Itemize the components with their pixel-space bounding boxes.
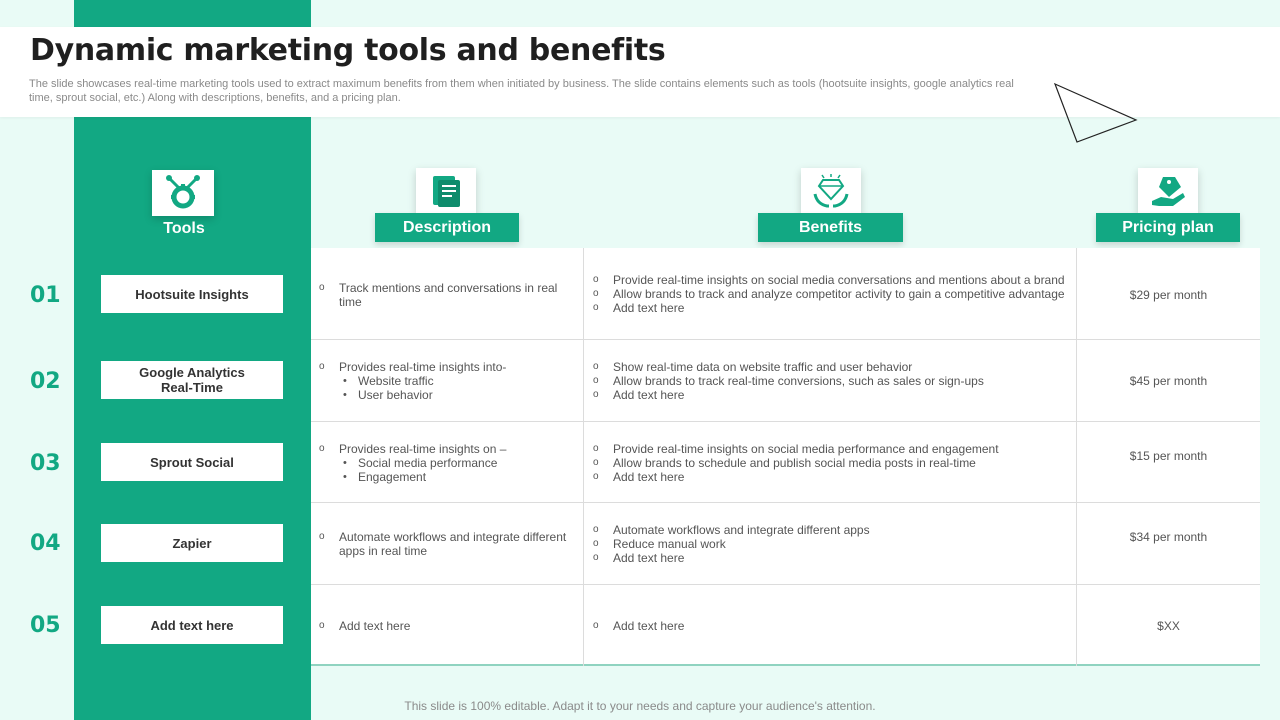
description-cell bbox=[319, 360, 569, 402]
row-number: 01 bbox=[30, 283, 61, 308]
benefits-cell bbox=[593, 619, 1073, 633]
price-cell: $15 per month bbox=[1129, 449, 1208, 463]
gear-wrench-icon bbox=[163, 173, 203, 213]
benefit-item: o Add text here bbox=[593, 551, 1073, 565]
triangle-decoration-icon bbox=[1052, 80, 1142, 146]
benefits-cell bbox=[593, 360, 1073, 402]
description-subitem: • User behavior bbox=[319, 388, 569, 402]
tool-name-box bbox=[101, 443, 283, 481]
row-number: 05 bbox=[30, 613, 61, 638]
benefit-item: o Provide real-time insights on social media conversations and mentions about a brand bbox=[593, 273, 1073, 287]
description-item: o Provides real-time insights into- bbox=[319, 360, 569, 374]
description-icon-box bbox=[416, 168, 476, 214]
description-cell bbox=[319, 619, 569, 633]
benefit-item: o Show real-time data on website traffic and user behavior bbox=[593, 360, 1073, 374]
benefits-cell bbox=[593, 273, 1073, 315]
benefits-cell bbox=[593, 523, 1073, 565]
page-title: Dynamic marketing tools and benefits bbox=[30, 33, 666, 68]
row-divider bbox=[311, 584, 1260, 585]
tool-name-box bbox=[101, 361, 283, 399]
tool-name-box bbox=[101, 275, 283, 313]
row-number: 04 bbox=[30, 531, 61, 556]
description-cell bbox=[319, 281, 559, 309]
benefit-item: o Allow brands to schedule and publish social media posts in real-time bbox=[593, 456, 1073, 470]
tools-column-header: Tools bbox=[163, 219, 205, 237]
tool-name: Sprout Social bbox=[150, 454, 234, 470]
pricing-column-header: Pricing plan bbox=[1096, 213, 1240, 242]
description-subitem: • Social media performance bbox=[319, 456, 569, 470]
tool-name: Hootsuite Insights bbox=[135, 286, 249, 302]
price-cell: $45 per month bbox=[1129, 374, 1208, 388]
diamond-hands-icon bbox=[812, 172, 850, 210]
benefit-item: o Allow brands to track real-time conversions, such as sales or sign-ups bbox=[593, 374, 1073, 388]
benefit-item: o Add text here bbox=[593, 619, 1073, 633]
price-tag-hand-icon bbox=[1149, 173, 1187, 209]
price-cell: $XX bbox=[1157, 619, 1180, 633]
benefit-item: o Provide real-time insights on social media performance and engagement bbox=[593, 442, 1073, 456]
benefits-cell bbox=[593, 442, 1073, 484]
description-cell bbox=[319, 442, 569, 484]
row-number: 03 bbox=[30, 451, 61, 476]
row-number: 02 bbox=[30, 369, 61, 394]
tool-name-box bbox=[101, 606, 283, 644]
benefit-item: o Add text here bbox=[593, 301, 1073, 315]
tool-name: Zapier bbox=[172, 535, 212, 551]
description-cell bbox=[319, 530, 574, 558]
benefit-item: o Add text here bbox=[593, 470, 1073, 484]
page-subtitle: The slide showcases real-time marketing tools used to extract maximum benefits from them when initiated by business. The slide contains elements such as tools (hootsuite insights, google analytics real time, sprout social, etc.) Along with descriptions, benefits, and a pricing plan. bbox=[29, 78, 1014, 104]
row-divider bbox=[311, 421, 1260, 422]
description-item: o Provides real-time insights on – bbox=[319, 442, 569, 456]
tool-name-box bbox=[101, 524, 283, 562]
pricing-icon-box bbox=[1138, 168, 1198, 214]
tool-name: Google Analytics Real-Time bbox=[139, 365, 245, 395]
description-item: o Automate workflows and integrate different apps in real time bbox=[319, 530, 574, 558]
description-subitem: • Engagement bbox=[319, 470, 569, 484]
footer-note: This slide is 100% editable. Adapt it to your needs and capture your audience's attention. bbox=[404, 699, 876, 713]
description-subitem: • Website traffic bbox=[319, 374, 569, 388]
price-cell: $29 per month bbox=[1129, 288, 1208, 302]
document-icon bbox=[429, 173, 463, 209]
benefits-column-header: Benefits bbox=[758, 213, 903, 242]
benefit-item: o Automate workflows and integrate different apps bbox=[593, 523, 1073, 537]
benefit-item: o Allow brands to track and analyze competitor activity to gain a competitive advantage bbox=[593, 287, 1073, 301]
tools-icon-box bbox=[152, 170, 214, 216]
benefits-icon-box bbox=[801, 168, 861, 214]
description-column-header: Description bbox=[375, 213, 519, 242]
column-divider bbox=[583, 248, 584, 666]
description-item: o Add text here bbox=[319, 619, 569, 633]
tool-name: Add text here bbox=[150, 617, 234, 633]
row-divider bbox=[311, 339, 1260, 340]
benefit-item: o Add text here bbox=[593, 388, 1073, 402]
row-divider bbox=[311, 502, 1260, 503]
description-item: o Track mentions and conversations in real time bbox=[319, 281, 559, 309]
price-cell: $34 per month bbox=[1129, 530, 1208, 544]
benefit-item: o Reduce manual work bbox=[593, 537, 1073, 551]
